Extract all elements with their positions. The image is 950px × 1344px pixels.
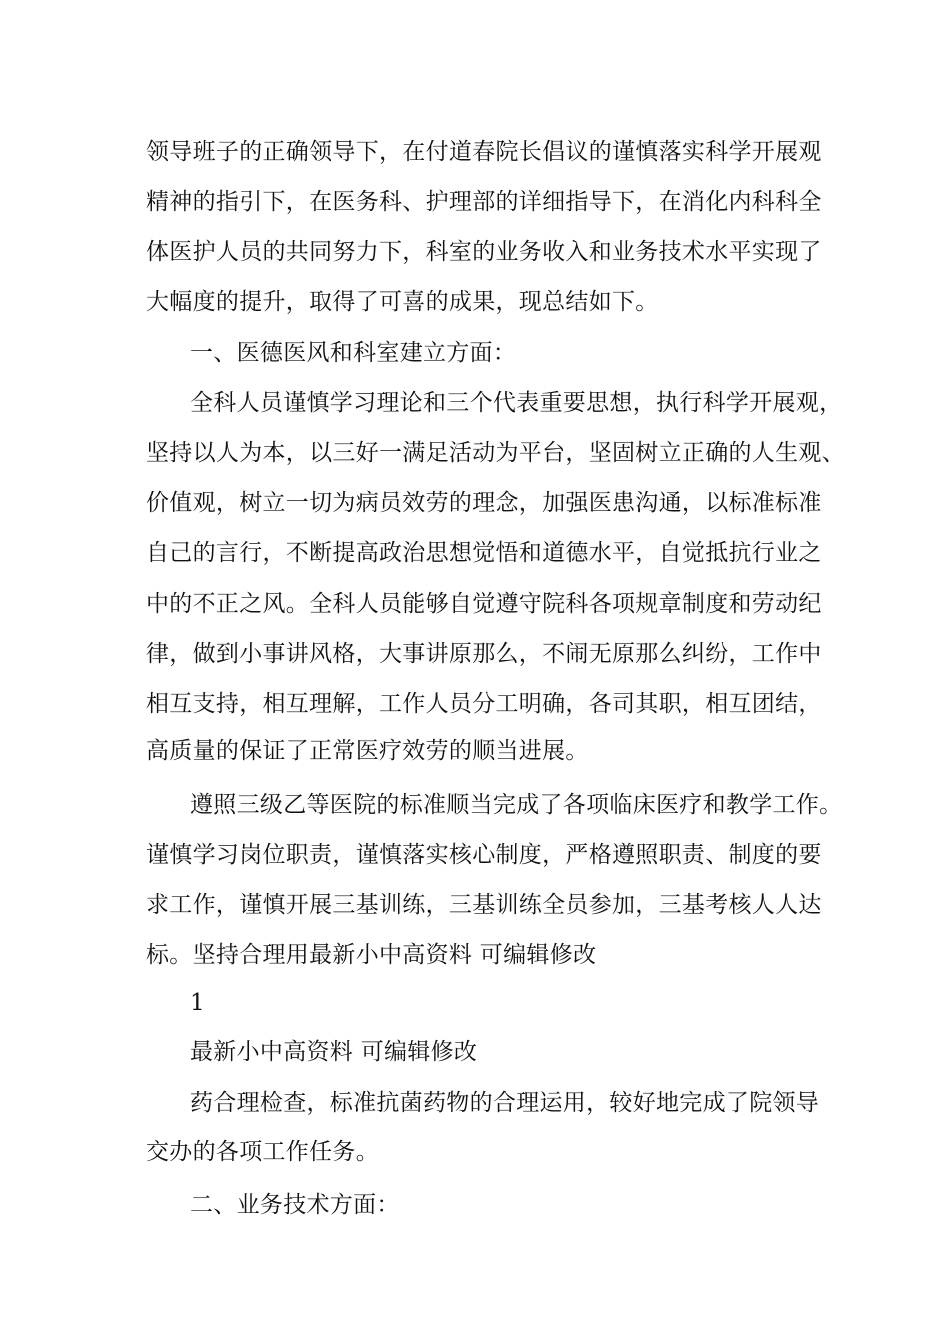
paragraph-line: 遵照三级乙等医院的标准顺当完成了各项临床医疗和教学工作。 [190,792,843,818]
paragraph-line: 交办的各项工作任务。 [146,1139,379,1165]
paragraph-line: 高质量的保证了正常医疗效劳的顺当进展。 [146,738,589,764]
paragraph-line: 大幅度的提升，取得了可喜的成果，现总结如下。 [146,289,659,315]
paragraph-line: 价值观，树立一切为病员效劳的理念，加强医患沟通，以标准标准 [146,490,822,516]
paragraph-line: 律，做到小事讲风格，大事讲原那么，不闹无原那么纠纷，工作中 [146,641,822,667]
paragraph-line: 体医护人员的共同努力下，科室的业务收入和业务技术水平实现了 [146,239,822,265]
paragraph-line: 自己的言行，不断提高政治思想觉悟和道德水平，自觉抵抗行业之 [146,540,822,566]
paragraph-line: 相互支持，相互理解，工作人员分工明确，各司其职，相互团结， [146,691,822,717]
paragraph-line: 中的不正之风。全科人员能够自觉遵守院科各项规章制度和劳动纪 [146,591,822,617]
paragraph-line: 药合理检查，标准抗菌药物的合理运用，较好地完成了院领导 [190,1090,820,1116]
section-heading: 一、医德医风和科室建立方面： [190,340,517,366]
paragraph-line: 标。坚持合理用最新小中高资料 可编辑修改 [146,942,597,968]
paragraph-line: 求工作，谨慎开展三基训练，三基训练全员参加，三基考核人人达 [146,892,822,918]
page-number: 1 [190,990,205,1016]
section-heading: 二、业务技术方面： [190,1192,400,1218]
paragraph-line: 坚持以人为本，以三好一满足活动为平台，坚固树立正确的人生观、 [146,440,845,466]
paragraph-line: 全科人员谨慎学习理论和三个代表重要思想，执行科学开展观， [190,390,843,416]
header-note: 最新小中高资料 可编辑修改 [190,1039,478,1065]
paragraph-line: 精神的指引下，在医务科、护理部的详细指导下，在消化内科科全 [146,189,822,215]
paragraph-line: 谨慎学习岗位职责，谨慎落实核心制度，严格遵照职责、制度的要 [146,842,822,868]
paragraph-line: 领导班子的正确领导下，在付道春院长倡议的谨慎落实科学开展观 [146,139,822,165]
